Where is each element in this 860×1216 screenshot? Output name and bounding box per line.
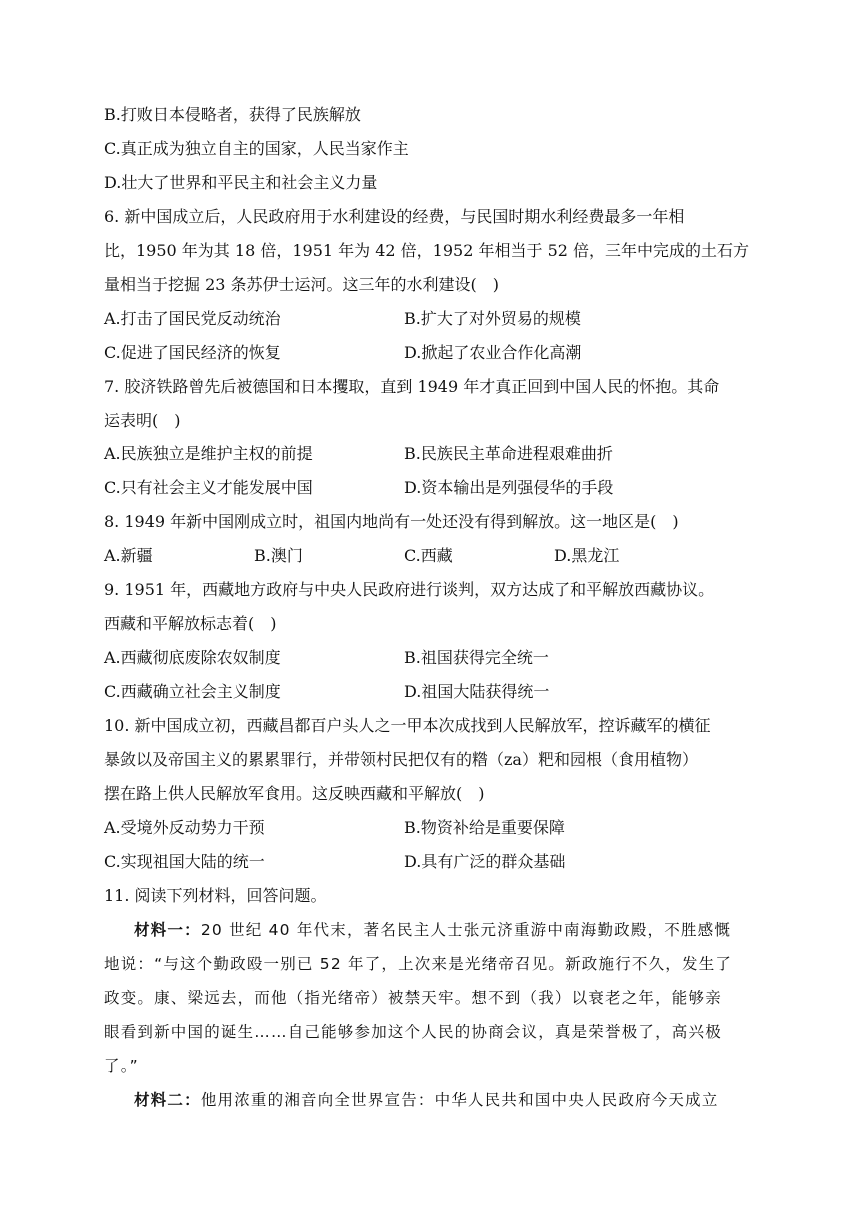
q8-option-d: D.黑龙江: [554, 546, 620, 565]
q11-material1-text1: 20 世纪 40 年代末，著名民主人士张元济重游中南海勤政殿，不胜感慨: [200, 921, 732, 939]
q8-options-row: [104, 546, 620, 566]
q6-option-a: A.打击了国民党反动统治: [104, 309, 281, 328]
q6-option-c: C.促进了国民经济的恢复: [104, 343, 281, 362]
q5-option-d: D.壮大了世界和平民主和社会主义力量: [104, 173, 378, 192]
q11-material2-line1: [134, 1090, 719, 1110]
q7-stem-line1: 7. 胶济铁路曾先后被德国和日本攫取，直到 1949 年才真正回到中国人民的怀抱。其命: [104, 377, 720, 396]
q9-option-d: D.祖国大陆获得统一: [404, 682, 550, 701]
q10-option-a: A.受境外反动势力干预: [104, 818, 265, 837]
q9-option-c: C.西藏确立社会主义制度: [104, 682, 281, 701]
q11-material1-line4: 眼看到新中国的诞生……自己能够参加这个人民的协商会议，真是荣誉极了，高兴极: [104, 1023, 722, 1041]
q9-option-a: A.西藏彻底废除农奴制度: [104, 648, 281, 667]
q7-option-b: B.民族民主革命进程艰难曲折: [404, 444, 613, 463]
q6-stem-line3: 量相当于挖掘 23 条苏伊士运河。这三年的水利建设( ): [104, 275, 500, 294]
q6-option-b: B.扩大了对外贸易的规模: [404, 309, 581, 328]
q11-material1-line1: [134, 920, 731, 940]
q8-option-c: C.西藏: [404, 546, 453, 565]
q11-stem: 11. 阅读下列材料，回答问题。: [104, 886, 327, 905]
q7-stem-line2: 运表明( ): [104, 411, 181, 430]
q6-options-row2: [104, 343, 582, 363]
q9-option-b: B.祖国获得完全统一: [404, 648, 549, 667]
q6-stem-line2: 比，1950 年为其 18 倍，1951 年为 42 倍，1952 年相当于 52 倍，三年中完成的土石方: [104, 241, 750, 260]
q11-material1-label: 材料一：: [134, 921, 201, 939]
q5-option-c: C.真正成为独立自主的国家，人民当家作主: [104, 139, 409, 158]
q10-stem-line1: 10. 新中国成立初，西藏昌都百户头人之一甲本次成找到人民解放军，控诉藏军的横征: [104, 716, 711, 735]
q10-stem-line3: 摆在路上供人民解放军食用。这反映西藏和平解放( ): [104, 784, 485, 803]
q11-material1-line2: 地说：“与这个勤政殴一别已 52 年了，上次来是光绪帝召见。新政施行不久，发生了: [104, 955, 733, 973]
q10-option-d: D.具有广泛的群众基础: [404, 852, 566, 871]
q9-stem-line1: 9. 1951 年，西藏地方政府与中央人民政府进行谈判，双方达成了和平解放西藏协议。: [104, 580, 715, 599]
q10-option-c: C.实现祖国大陆的统一: [104, 852, 265, 871]
q8-option-a: A.新疆: [104, 546, 153, 565]
q11-material2-label: 材料二：: [134, 1091, 201, 1109]
q7-option-d: D.资本输出是列强侵华的手段: [404, 478, 614, 497]
q9-options-row2: [104, 682, 550, 702]
q7-option-c: C.只有社会主义才能发展中国: [104, 478, 313, 497]
q7-options-row2: [104, 478, 614, 498]
q10-stem-line2: 暴敛以及帝国主义的累累罪行，并带领村民把仅有的糌（za）粑和园根（食用植物）: [104, 750, 698, 769]
q9-stem-line2: 西藏和平解放标志着( ): [104, 614, 277, 633]
q5-option-b: B.打败日本侵略者，获得了民族解放: [104, 105, 361, 124]
q11-material1-line3: 政变。康、梁远去，而他（指光绪帝）被禁天牢。想不到（我）以衰老之年，能够亲: [104, 989, 722, 1007]
q10-options-row2: [104, 852, 566, 872]
q6-stem-line1: 6. 新中国成立后，人民政府用于水利建设的经费，与民国时期水利经费最多一年相: [104, 207, 685, 226]
q9-options-row1: [104, 648, 549, 668]
q10-options-row1: [104, 818, 565, 838]
q7-option-a: A.民族独立是维护主权的前提: [104, 444, 313, 463]
q6-options-row1: [104, 309, 581, 329]
q7-options-row1: [104, 444, 613, 464]
q8-option-b: B.澳门: [254, 546, 303, 565]
q11-material2-text1: 他用浓重的湘音向全世界宣告：中华人民共和国中央人民政府今天成立: [200, 1091, 719, 1109]
q11-material1-line5: 了。”: [104, 1057, 139, 1075]
q8-stem-line1: 8. 1949 年新中国刚成立时，祖国内地尚有一处还没有得到解放。这一地区是( ): [104, 512, 679, 531]
q10-option-b: B.物资补给是重要保障: [404, 818, 565, 837]
q6-option-d: D.掀起了农业合作化高潮: [404, 343, 582, 362]
